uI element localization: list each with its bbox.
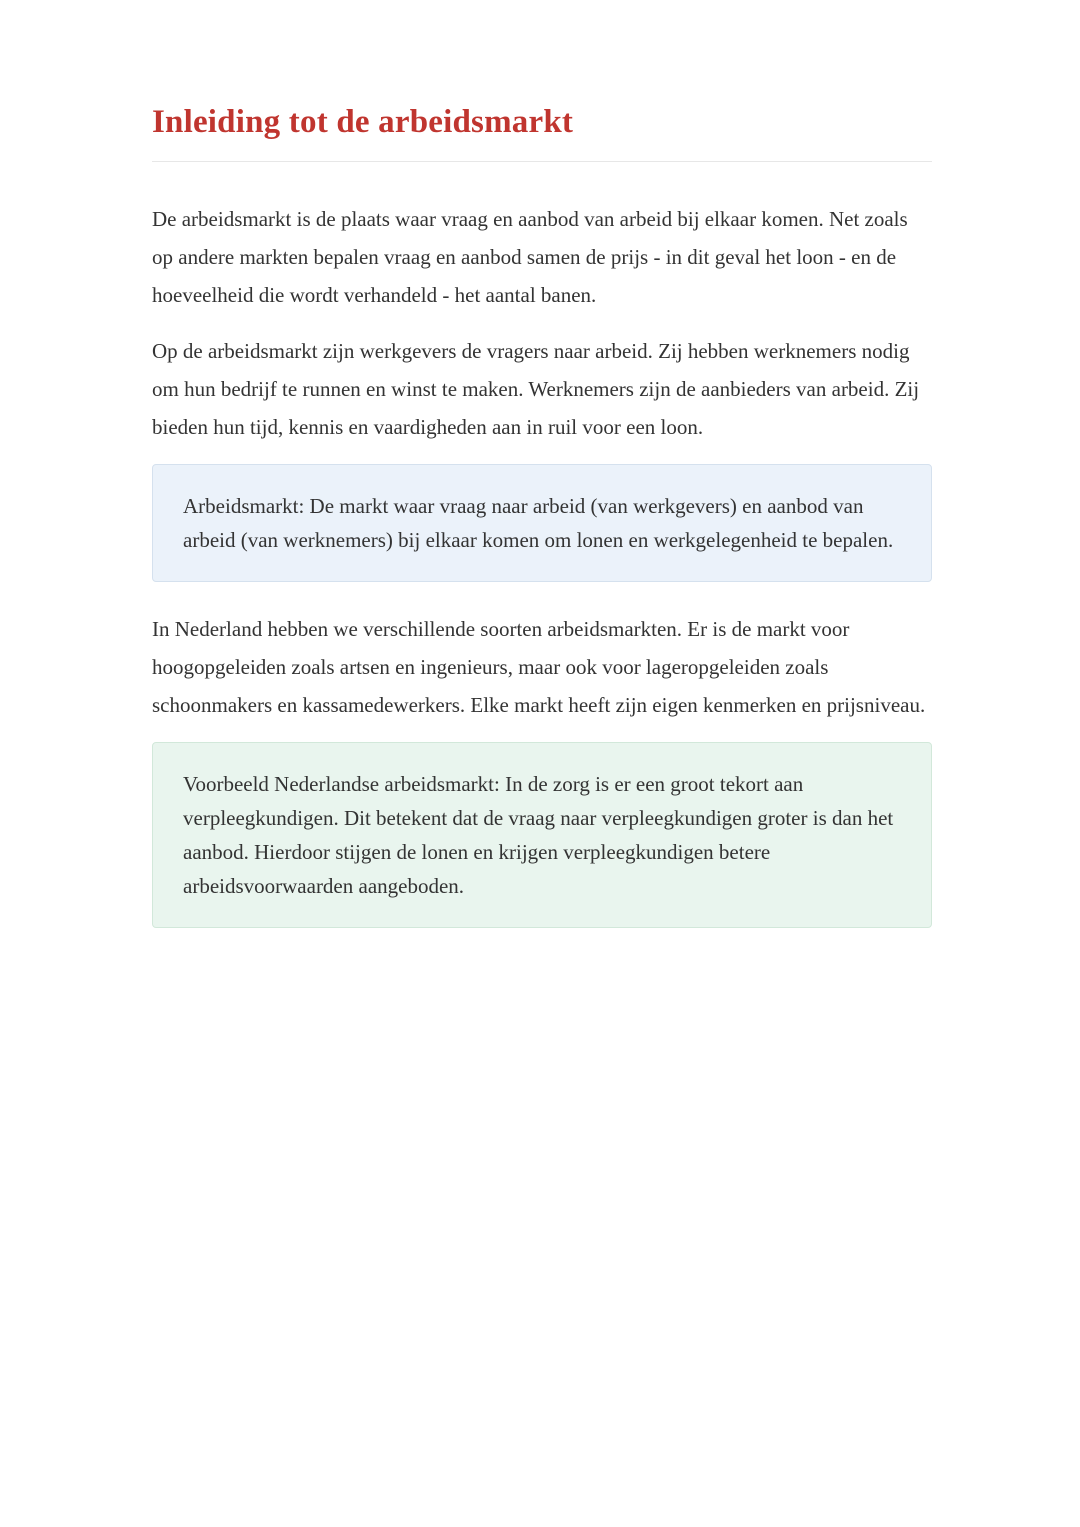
paragraph-supply-demand: Op de arbeidsmarkt zijn werkgevers de vragers naar arbeid. Zij hebben werknemers nodig om hun bedrijf te runnen en winst te maken. Werknemers zijn de aanbieders van arbeid. Zij bieden hun tijd, kennis en vaardigheden aan in ruil voor een loon. — [152, 339, 920, 440]
page-title: Inleiding tot de arbeidsmarkt — [152, 104, 574, 140]
definition-text: Arbeidsmarkt: De markt waar vraag naar arbeid (van werkgevers) en aanbod van arbeid (van werknemers) bij elkaar komen om lonen en werkgelegenheid te bepalen. — [183, 494, 894, 553]
definition-callout — [152, 464, 932, 582]
example-callout — [152, 742, 932, 928]
paragraph-intro: De arbeidsmarkt is de plaats waar vraag en aanbod van arbeid bij elkaar komen. Net zoals op andere markten bepalen vraag en aanbod samen de prijs - in dit geval het loon - en de hoeveelheid die wordt verhandeld - het aantal banen. — [152, 207, 908, 308]
paragraph-market-types: In Nederland hebben we verschillende soorten arbeidsmarkten. Er is de markt voor hoogopgeleiden zoals artsen en ingenieurs, maar ook voor lageropgeleiden zoals schoonmakers en kassamedewerkers. Elke markt heeft zijn eigen kenmerken en prijsniveau. — [152, 617, 926, 718]
example-text: Voorbeeld Nederlandse arbeidsmarkt: In de zorg is er een groot tekort aan verpleegkundigen. Dit betekent dat de vraag naar verpleegkundigen groter is dan het aanbod. Hierdoor stijgen de lonen en krijgen verpleegkundigen betere arbeidsvoorwaarden aangeboden. — [183, 772, 894, 899]
title-divider — [152, 161, 932, 162]
